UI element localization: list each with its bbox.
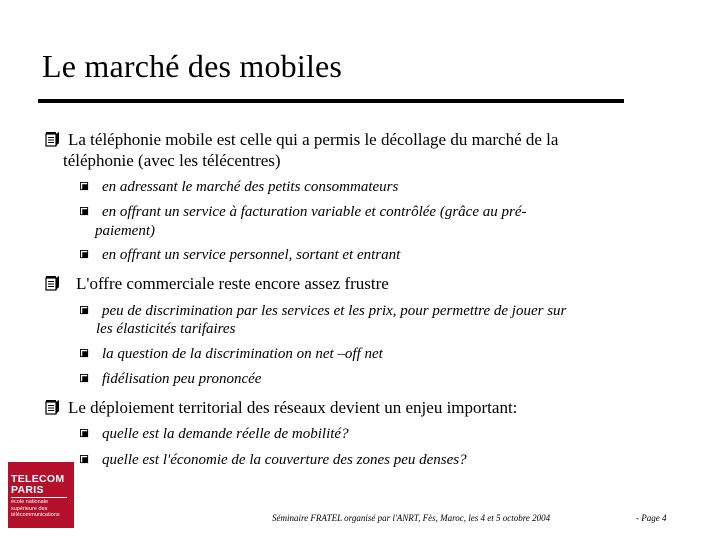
title-underline — [38, 99, 624, 103]
bullet-1 — [68, 129, 558, 150]
sub-bullet-1-2-continuation — [95, 222, 155, 241]
sub-bullet-1-1 — [102, 178, 398, 197]
sub-text: la question de la discrimination on net –off net — [102, 346, 383, 362]
square-bullet-icon — [80, 374, 89, 383]
notepad-bullet-icon — [44, 131, 60, 147]
sub-bullet-3-1 — [102, 425, 349, 444]
bullet-1-continuation — [63, 150, 281, 171]
square-bullet-icon — [80, 250, 89, 259]
square-bullet-icon — [80, 349, 89, 358]
sub-bullet-1-3 — [102, 246, 400, 265]
sub-text: en offrant un service à facturation variable et contrôlée (grâce au pré- — [102, 204, 527, 220]
bullet-3-line1: Le déploiement territorial des réseaux devient un enjeu important: — [68, 398, 518, 417]
sub-bullet-2-1 — [102, 302, 566, 321]
sub-text-line2: paiement) — [95, 223, 155, 239]
square-bullet-icon — [80, 207, 89, 216]
bullet-2-line1: L'offre commerciale reste encore assez frustre — [76, 274, 389, 293]
footer-page-number: - Page 4 — [636, 513, 667, 523]
sub-bullet-2-1-continuation — [96, 320, 235, 339]
sub-text: quelle est l'économie de la couverture des zones peu denses? — [102, 452, 467, 468]
bullet-2 — [76, 273, 389, 294]
telecom-paris-logo — [8, 462, 74, 528]
logo-divider — [11, 497, 67, 498]
square-bullet-icon — [80, 455, 89, 464]
slide-title: Le marché des mobiles — [42, 48, 343, 84]
notepad-bullet-icon — [44, 275, 60, 291]
sub-text: en offrant un service personnel, sortant et entrant — [102, 247, 401, 263]
sub-text: fidélisation peu prononcée — [102, 371, 262, 387]
square-bullet-icon — [80, 182, 89, 191]
logo-line1: TELECOM — [11, 473, 65, 485]
sub-text: en adressant le marché des petits consommateurs — [102, 179, 399, 195]
logo-line2: PARIS — [11, 484, 44, 496]
bullet-1-line2: téléphonie (avec les télécentres) — [63, 151, 281, 170]
sub-text: quelle est la demande réelle de mobilité? — [102, 426, 349, 442]
sub-bullet-3-2 — [102, 451, 467, 470]
sub-text-line2: les élasticités tarifaires — [96, 321, 236, 337]
bullet-3 — [68, 397, 517, 418]
footer-seminar: Séminaire FRATEL organisé par l'ANRT, Fès, Maroc, les 4 et 5 octobre 2004 — [272, 513, 551, 523]
square-bullet-icon — [80, 429, 89, 438]
sub-text: peu de discrimination par les services et les prix, pour permettre de jouer sur — [102, 303, 567, 319]
square-bullet-icon — [80, 306, 89, 315]
bullet-1-line1: La téléphonie mobile est celle qui a permis le décollage du marché de la — [68, 130, 559, 149]
sub-bullet-2-3 — [102, 370, 261, 389]
sub-bullet-1-2 — [102, 203, 526, 222]
notepad-bullet-icon — [44, 399, 60, 415]
sub-bullet-2-2 — [102, 345, 383, 364]
logo-line3: école nationale supérieure des télécommunications — [11, 499, 60, 518]
